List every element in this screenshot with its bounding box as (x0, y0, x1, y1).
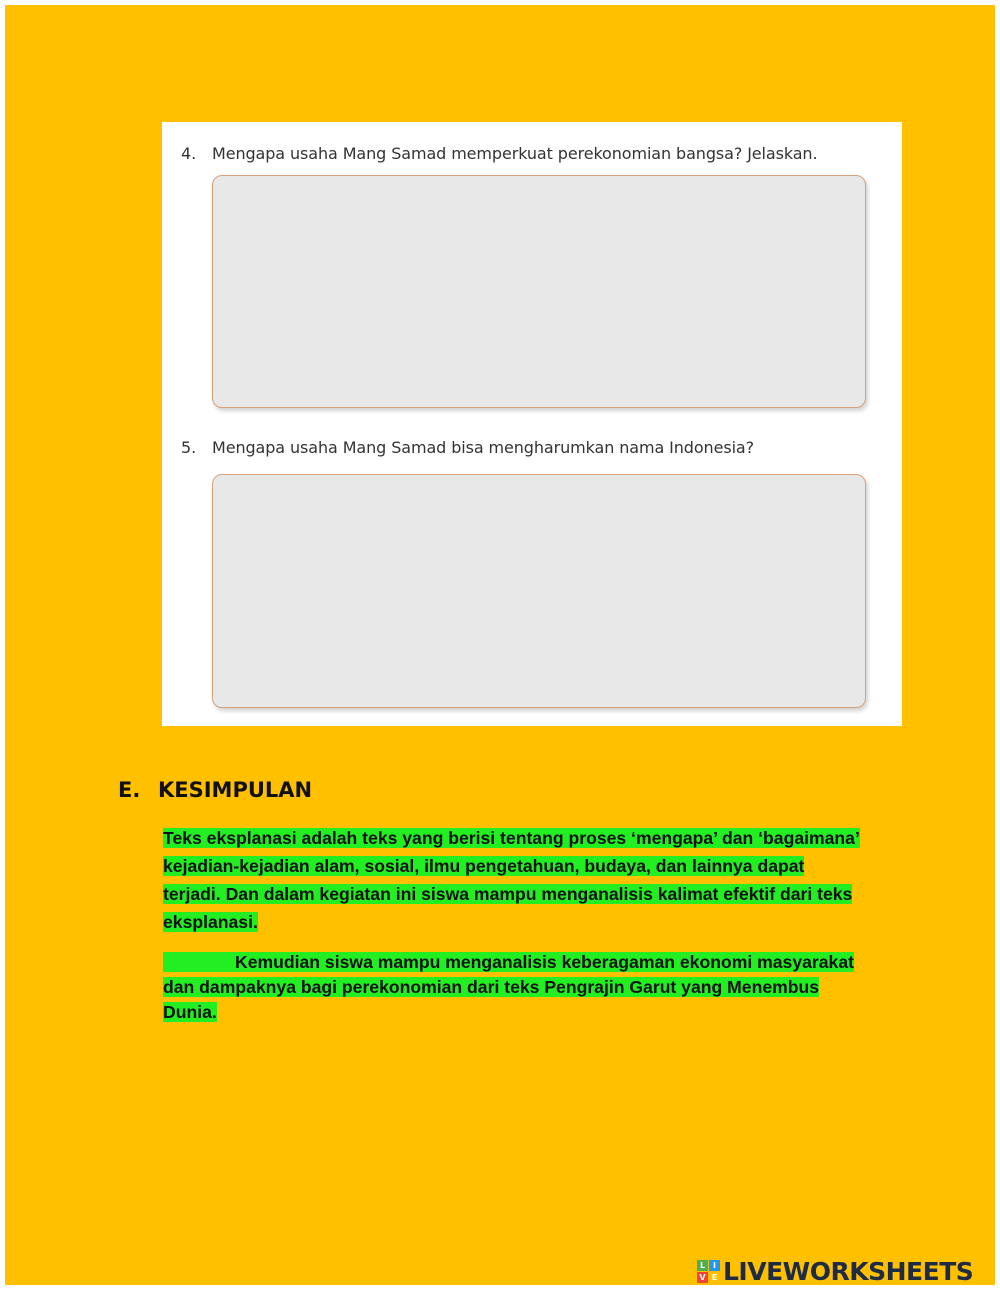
conclusion-paragraph-1 (163, 824, 863, 936)
page-background (5, 5, 995, 1285)
question-number: 4. (181, 144, 197, 163)
section-heading (118, 778, 312, 802)
question-text: Mengapa usaha Mang Samad memperkuat perekonomian bangsa? Jelaskan. (212, 144, 818, 163)
answer-box-question-5[interactable] (212, 474, 866, 708)
liveworksheets-logo (697, 1257, 973, 1285)
brand-name: LIVEWORKSHEETS (723, 1256, 974, 1286)
section-title: KESIMPULAN (158, 778, 313, 802)
section-letter: E. (118, 778, 141, 802)
answer-box-question-4[interactable] (212, 175, 866, 408)
logo-letter: L (697, 1260, 708, 1271)
question-4 (181, 144, 817, 163)
logo-letter: E (709, 1272, 720, 1283)
logo-grid-icon (697, 1260, 720, 1283)
highlighted-text: Teks eksplanasi adalah teks yang berisi tentang proses ‘mengapa’ dan ‘bagaimana’ kejadian-kejadian alam, sosial, ilmu pengetahuan, budaya, dan lainnya dapat terjadi. Dan dalam kegiatan ini siswa mampu menganalisis kalimat efektif dari teks eksplanasi. (163, 828, 860, 932)
worksheet-questions (162, 122, 902, 726)
logo-letter: V (697, 1272, 708, 1283)
highlighted-text: Kemudian siswa mampu menganalisis keberagaman ekonomi masyarakat dan dampaknya bagi perekonomian dari teks Pengrajin Garut yang Menembus Dunia. (163, 952, 854, 1022)
logo-letter: I (709, 1260, 720, 1271)
question-text: Mengapa usaha Mang Samad bisa mengharumkan nama Indonesia? (212, 438, 755, 457)
question-5 (181, 438, 754, 457)
question-number: 5. (181, 438, 197, 457)
conclusion-paragraph-2 (163, 950, 863, 1025)
